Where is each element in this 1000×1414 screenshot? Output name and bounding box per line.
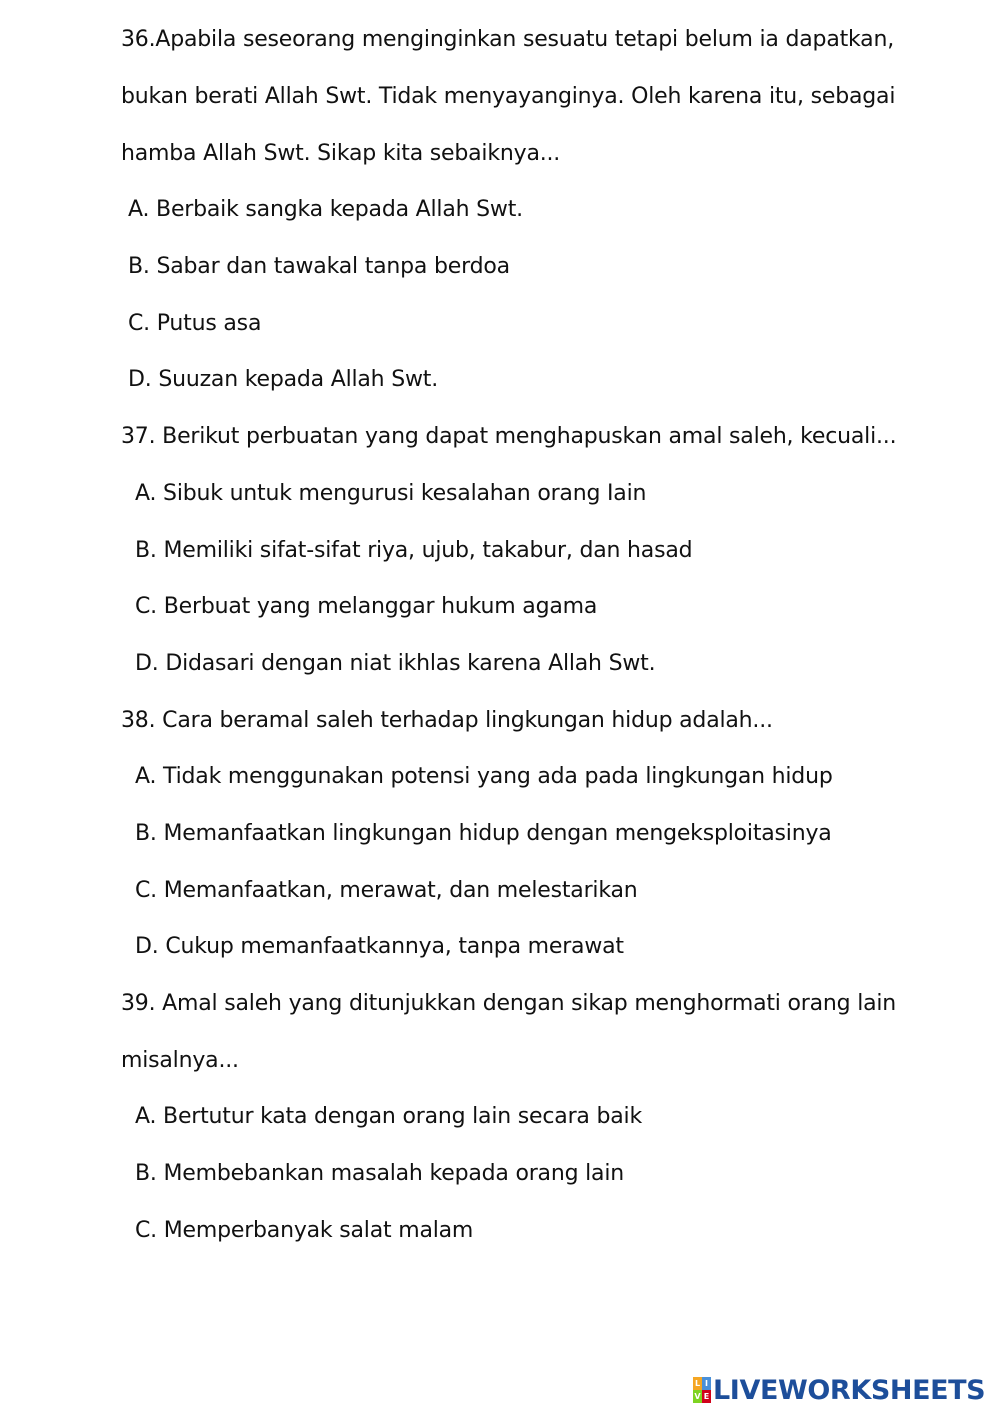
question-39-text-line-2: misalnya... bbox=[121, 1048, 239, 1073]
question-36-text-line-1: 36.Apabila seseorang menginginkan sesuatu tetapi belum ia dapatkan, bbox=[121, 27, 894, 52]
question-37-option-d: D. Didasari dengan niat ikhlas karena Allah Swt. bbox=[135, 651, 656, 676]
liveworksheets-logo-icon bbox=[693, 1377, 711, 1403]
logo-mark-cell-v: V bbox=[694, 1392, 701, 1401]
question-38-option-b: B. Memanfaatkan lingkungan hidup dengan mengeksploitasinya bbox=[135, 821, 832, 846]
question-39-option-b: B. Membebankan masalah kepada orang lain bbox=[135, 1161, 624, 1186]
liveworksheets-logo bbox=[693, 1373, 985, 1407]
question-36-option-d: D. Suuzan kepada Allah Swt. bbox=[128, 367, 438, 392]
question-38-option-d: D. Cukup memanfaatkannya, tanpa merawat bbox=[135, 934, 624, 959]
question-36-option-c: C. Putus asa bbox=[128, 311, 262, 336]
question-38-option-a: A. Tidak menggunakan potensi yang ada pada lingkungan hidup bbox=[135, 764, 833, 789]
question-38-option-c: C. Memanfaatkan, merawat, dan melestarikan bbox=[135, 878, 638, 903]
question-39-text-line-1: 39. Amal saleh yang ditunjukkan dengan sikap menghormati orang lain bbox=[121, 991, 897, 1016]
question-36-text-line-3: hamba Allah Swt. Sikap kita sebaiknya... bbox=[121, 141, 561, 166]
question-39-option-c: C. Memperbanyak salat malam bbox=[135, 1218, 474, 1243]
question-36-option-b: B. Sabar dan tawakal tanpa berdoa bbox=[128, 254, 510, 279]
logo-mark-cell-i: I bbox=[702, 1377, 711, 1390]
question-39-option-a: A. Bertutur kata dengan orang lain secara baik bbox=[135, 1104, 642, 1129]
question-38-text-line-1: 38. Cara beramal saleh terhadap lingkungan hidup adalah... bbox=[121, 708, 773, 733]
question-37-option-c: C. Berbuat yang melanggar hukum agama bbox=[135, 594, 598, 619]
question-37-text-line-1: 37. Berikut perbuatan yang dapat menghapuskan amal saleh, kecuali... bbox=[121, 424, 897, 449]
question-37-option-b: B. Memiliki sifat-sifat riya, ujub, takabur, dan hasad bbox=[135, 538, 693, 563]
liveworksheets-logo-text: LIVEWORKSHEETS bbox=[713, 1374, 986, 1406]
logo-mark-cell-l: L bbox=[694, 1379, 701, 1388]
question-36-text-line-2: bukan berati Allah Swt. Tidak menyayanginya. Oleh karena itu, sebagai bbox=[121, 84, 896, 109]
question-36-option-a: A. Berbaik sangka kepada Allah Swt. bbox=[128, 197, 523, 222]
question-37-option-a: A. Sibuk untuk mengurusi kesalahan orang Iain bbox=[135, 481, 647, 506]
logo-mark-cell-e: E bbox=[703, 1392, 710, 1401]
